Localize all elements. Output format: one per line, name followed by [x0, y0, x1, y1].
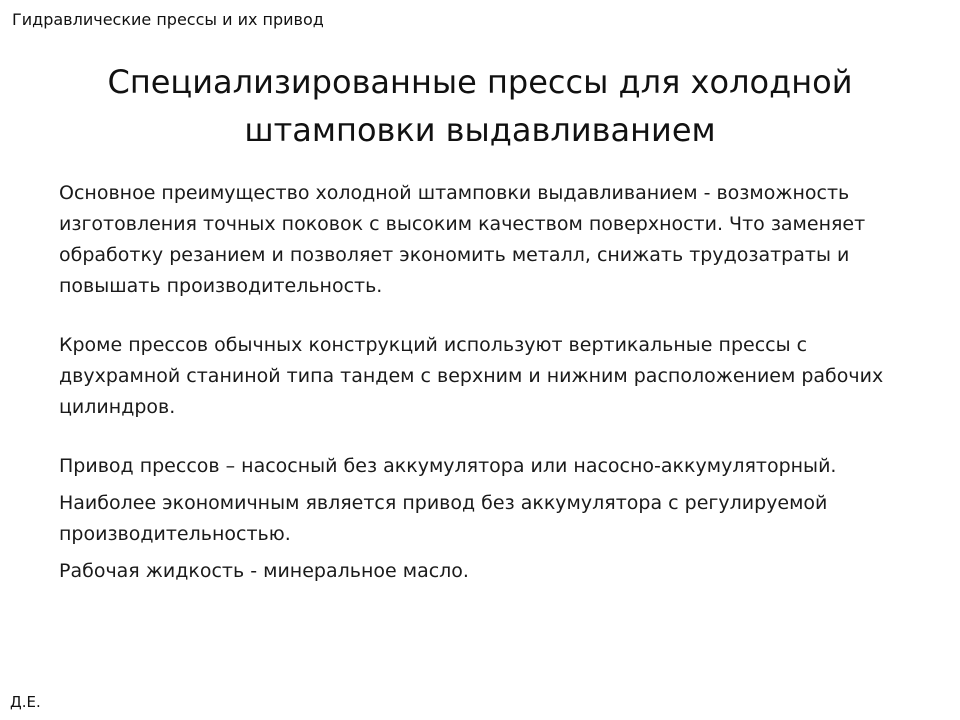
body-paragraph-economic-drive: Наиболее экономичным является привод без аккумулятора с регулируемой производительностью. — [59, 492, 828, 545]
slide-body — [59, 178, 919, 587]
author-initials: Д.Е. — [10, 693, 41, 711]
slide-title: Специализированные прессы для холодной штамповки выдавливанием — [107, 63, 853, 149]
body-paragraph-press-types: Кроме прессов обычных конструкций используют вертикальные прессы с двухрамной станиной типа тандем с верхним и нижним расположением рабочих цилиндров. — [59, 334, 884, 418]
presentation-header-label: Гидравлические прессы и их привод — [12, 10, 324, 29]
body-paragraph-drive-type: Привод прессов – насосный без аккумулятора или насосно-аккумуляторный. — [59, 455, 837, 477]
body-paragraph-advantage: Основное преимущество холодной штамповки выдавливанием - возможность изготовления точных поковок с высоким качеством поверхности. Что заменяет обработку резанием и позволяет экономить металл, снижать трудозатраты и повышать производительность. — [59, 182, 866, 297]
body-paragraph-working-fluid: Рабочая жидкость - минеральное масло. — [59, 560, 469, 582]
